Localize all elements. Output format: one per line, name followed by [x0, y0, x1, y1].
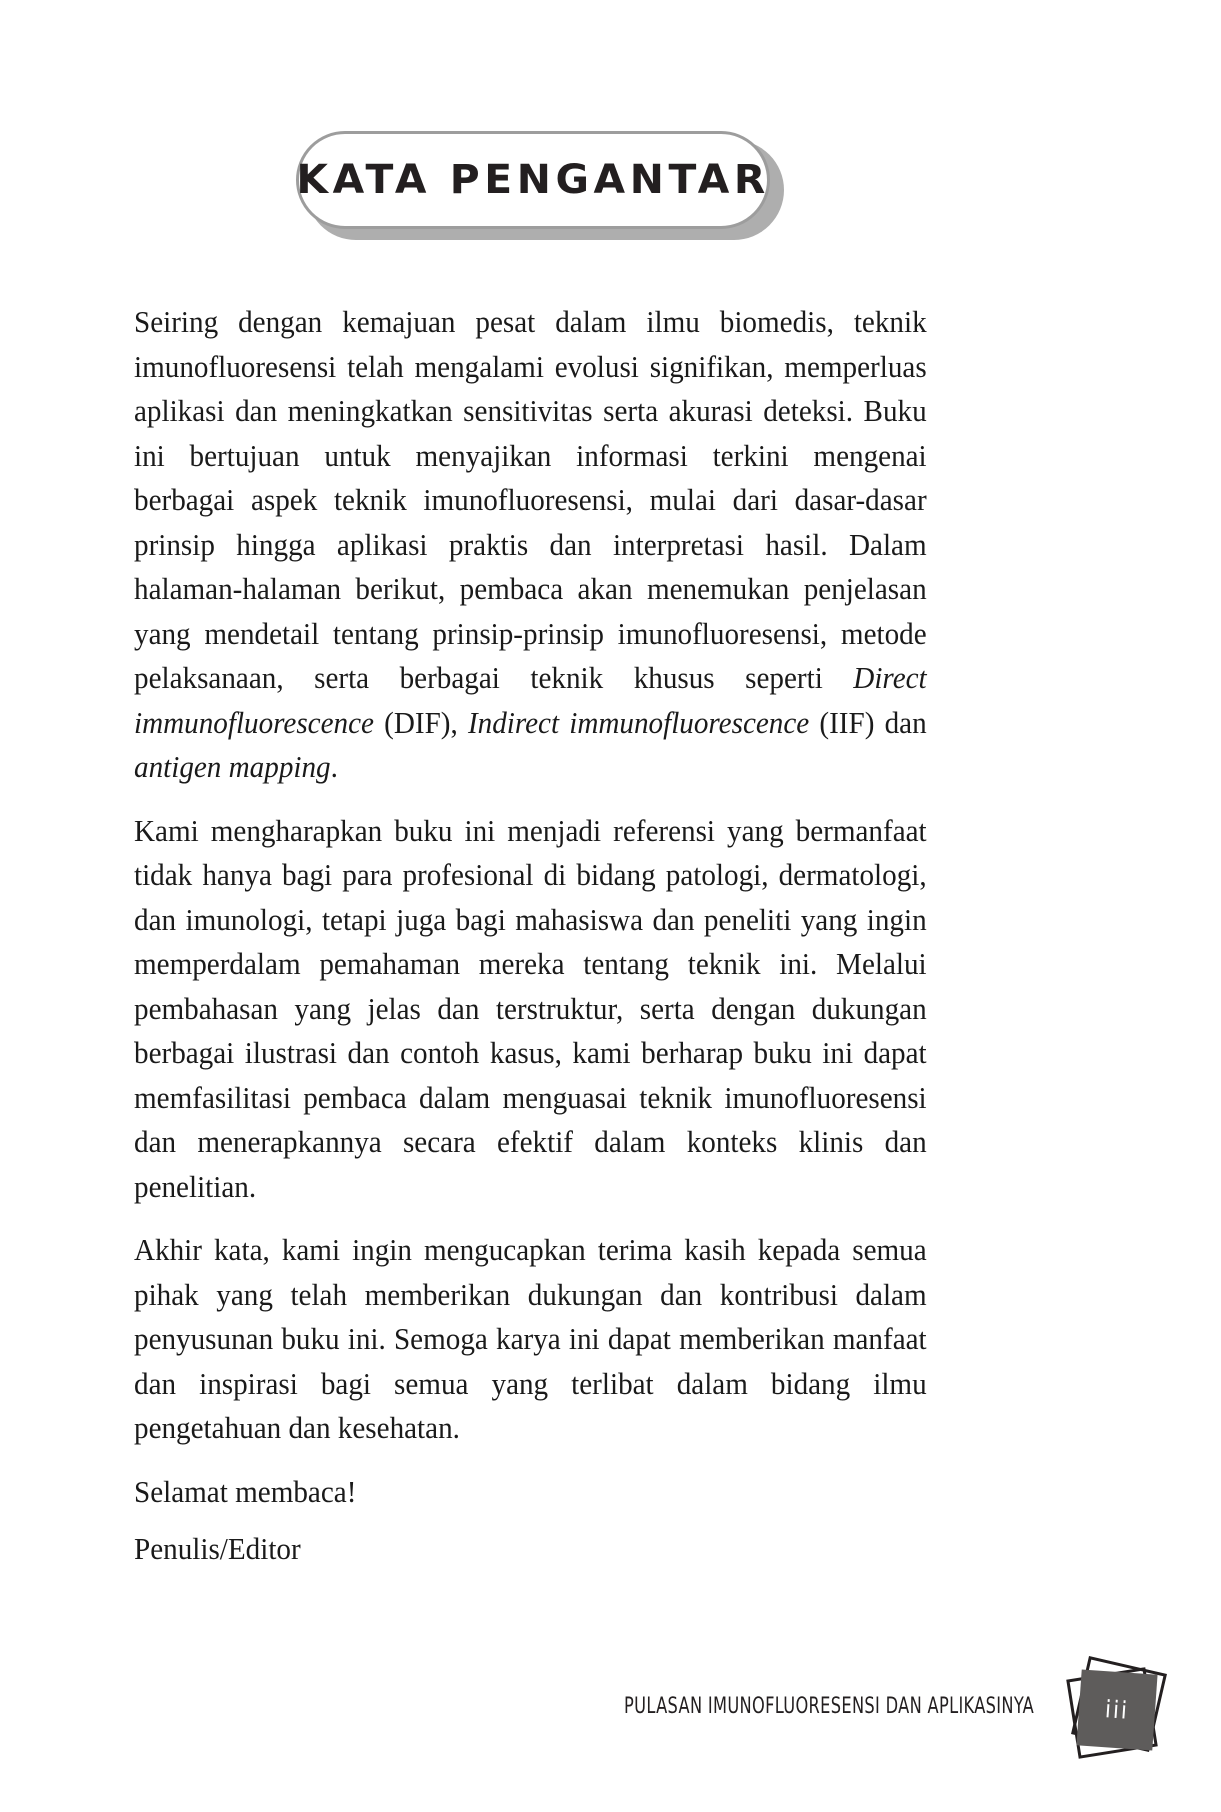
italic-term: Direct immunofluorescence [134, 661, 927, 740]
text-run: (IIF) dan [809, 705, 927, 740]
paragraph [134, 1470, 927, 1515]
body-content [134, 300, 927, 1514]
signature-line: Penulis/Editor [134, 1532, 301, 1566]
text-run: Seiring dengan kemajuan pesat dalam ilmu biomedis, teknik imunofluoresensi telah mengalami evolusi signifikan, memperluas aplikasi dan meningkatkan sensitivitas serta akurasi deteksi. Buku ini bertujuan untuk menyajikan informasi terkini mengenai berbagai aspek teknik imunofluoresensi, mulai dari dasar-dasar prinsip hingga aplikasi praktis dan interpretasi hasil. Dalam halaman-halaman berikut, pembaca akan menemukan penjelasan yang mendetail tentang prinsip-prinsip imunofluoresensi, metode pelaksanaan, serta berbagai teknik khusus seperti [134, 305, 927, 695]
page-number: iii [1104, 1695, 1130, 1725]
paragraph [134, 300, 927, 790]
text-run: Akhir kata, kami ingin mengucapkan terima kasih kepada semua pihak yang telah memberikan dukungan dan kontribusi dalam penyusunan buku ini. Semoga karya ini dapat memberikan manfaat dan inspirasi bagi semua yang terlibat dalam bidang ilmu pengetahuan dan kesehatan. [134, 1233, 927, 1445]
italic-term: antigen mapping [134, 750, 331, 784]
page-number-badge [1063, 1656, 1179, 1772]
footer-running-title: PULASAN IMUNOFLUORESENSI DAN APLIKASINYA [623, 1694, 1034, 1719]
page-title: KATA PENGANTAR [296, 157, 770, 203]
text-run: (DIF), [373, 705, 468, 740]
text-run: . [330, 750, 338, 784]
text-run: Kami mengharapkan buku ini menjadi referensi yang bermanfaat tidak hanya bagi para profesional di bidang patologi, dermatologi, dan imunologi, tetapi juga bagi mahasiswa dan peneliti yang ingin memperdalam pemahaman mereka tentang teknik ini. Melalui pembahasan yang jelas dan terstruktur, serta dengan dukungan berbagai ilustrasi dan contoh kasus, kami berharap buku ini dapat memfasilitasi pembaca dalam menguasai teknik imunofluoresensi dan menerapkannya secara efektif dalam konteks klinis dan penelitian. [134, 813, 927, 1204]
italic-term: Indirect immunofluorescence [467, 705, 810, 740]
page-footer [0, 1694, 1221, 1734]
title-badge-pill [296, 131, 770, 229]
page-title-badge [296, 131, 774, 239]
paragraph [134, 809, 927, 1210]
text-run: Selamat membaca! [134, 1474, 357, 1509]
paragraph [134, 1228, 927, 1451]
